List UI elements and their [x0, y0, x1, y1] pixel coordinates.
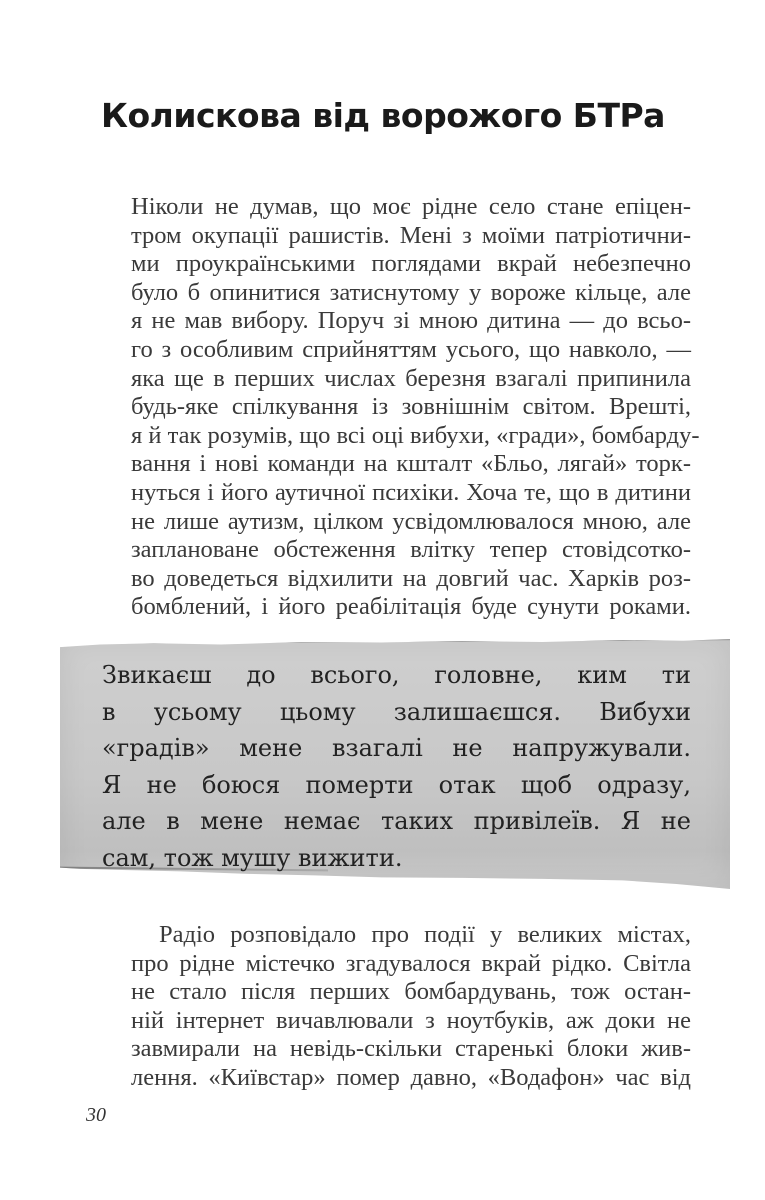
- page-number: 30: [86, 1104, 106, 1126]
- text-line: не стало після перших бомбардувань, тож остан-: [131, 978, 691, 1006]
- text-line: лення. «Київстар» помер давно, «Водафон» час від: [131, 1063, 691, 1091]
- text-line: я не мав вибору. Поруч зі мною дитина — до всьо-: [131, 307, 691, 335]
- torn-edge-top: [60, 637, 730, 644]
- text-line: ній інтернет вичавлювали з ноутбуків, аж доки не: [131, 1006, 691, 1034]
- text-line: ми проукраїнськими поглядами вкрай небезпечно: [131, 250, 691, 278]
- paragraph-1: [131, 193, 700, 622]
- text-line: го з особливим сприйняттям усього, що навколо, —: [131, 335, 691, 363]
- text-line: про рідне містечко згадувалося вкрай рідко. Світла: [131, 949, 691, 977]
- text-line: заплановане обстеження влітку тепер стовідсотко-: [131, 536, 691, 564]
- text-line: Ніколи не думав, що моє рідне село стане епіцен-: [131, 193, 691, 220]
- paragraph-2: [131, 921, 691, 1093]
- text-line: не лише аутизм, цілком усвідомлювалося мною, але: [131, 507, 691, 535]
- text-line: було б опинитися затиснутому у вороже кільце, але: [131, 278, 691, 306]
- quote-line: в усьому цьому залишаєшся. Вибухи: [102, 697, 691, 726]
- pull-quote: [102, 657, 691, 876]
- quote-line: Звикаєш до всього, головне, ким ти: [102, 661, 691, 689]
- text-line: я й так розумів, що всі оці вибухи, «гради», бомбарду-: [131, 421, 700, 449]
- text-line: яка ще в перших числах березня взагалі припинила: [131, 364, 691, 392]
- quote-line: але в мене немає таких привілеїв. Я не: [102, 807, 691, 835]
- text-line: тром окупації рашистів. Мені з моїми патріотични-: [131, 221, 691, 249]
- quote-line: «градів» мене взагалі не напружували.: [102, 734, 691, 762]
- chapter-title: Колискова від ворожого БТРа: [101, 96, 665, 135]
- text-line: будь-яке спілкування із зовнішнім світом. Врешті,: [131, 393, 691, 421]
- text-line: нуться і його аутичної психіки. Хоча те, що в дитини: [131, 478, 691, 506]
- text-line: во доведеться відхилити на довгий час. Харків роз-: [131, 564, 691, 592]
- quote-line: сам, тож мушу вижити.: [102, 843, 403, 872]
- text-line: бомблений, і його реабілітація буде сунути роками.: [131, 593, 691, 621]
- text-line: Радіо розповідало про події у великих містах,: [159, 921, 691, 948]
- text-line: завмирали на невідь-скільки старенькі блоки жив-: [131, 1035, 691, 1063]
- text-line: вання і нові команди на кшталт «Бльо, лягай» торк-: [131, 450, 691, 478]
- quote-line: Я не боюся померти отак щоб одразу,: [102, 770, 691, 799]
